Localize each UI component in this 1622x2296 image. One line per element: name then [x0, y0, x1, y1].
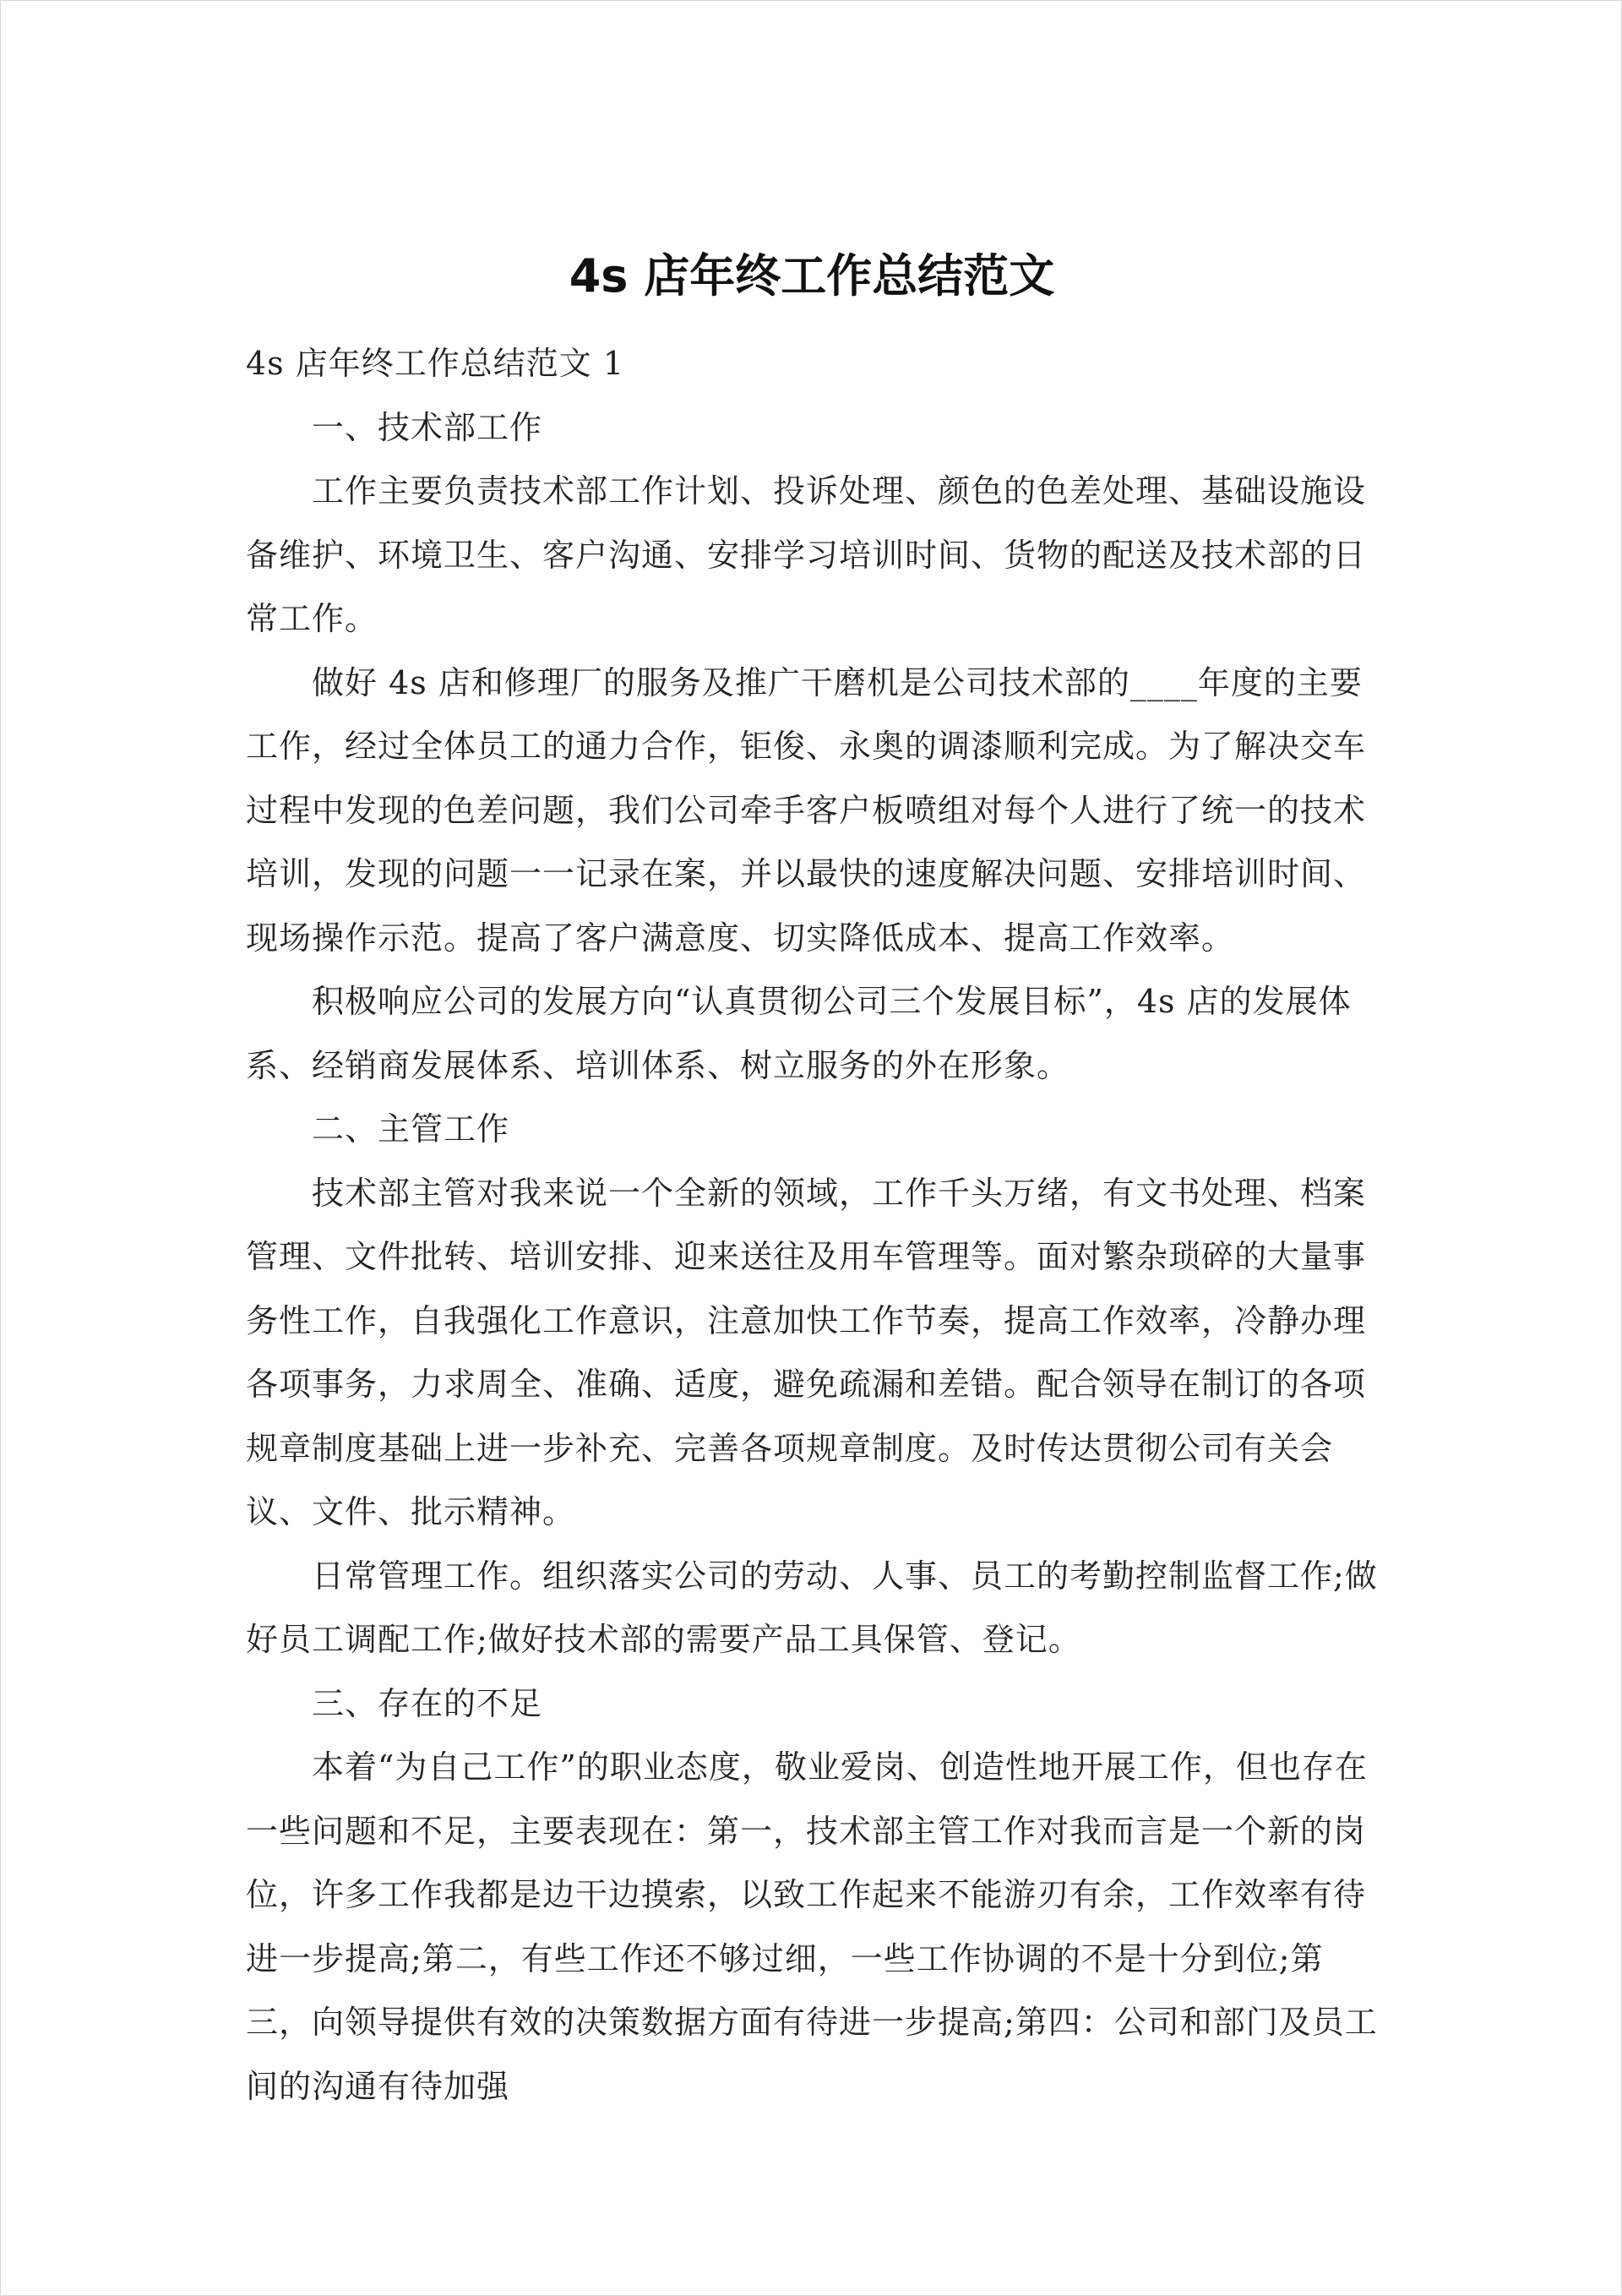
paragraph-tech-dept-duties: 工作主要负责技术部工作计划、投诉处理、颜色的色差处理、基础设施设备维护、环境卫生、客户沟通、安排学习培训时间、货物的配送及技术部的日常工作。: [246, 472, 1367, 637]
document-body: [246, 332, 1378, 2119]
document-title: 4s 店年终工作总结范文: [569, 249, 1055, 303]
paragraph-development-direction: 积极响应公司的发展方向“认真贯彻公司三个发展目标”，4s 店的发展体系、经销商发展体系、培训体系、树立服务的外在形象。: [246, 983, 1352, 1084]
document-subtitle: 4s 店年终工作总结范文 1: [246, 345, 625, 382]
paragraph-supervisor-work: 技术部主管对我来说一个全新的领域，工作千头万绪，有文书处理、档案管理、文件批转、培训安排、迎来送往及用车管理等。面对繁杂琐碎的大量事务性工作，自我强化工作意识，注意加快工作节奏，提高工作效率，冷静办理各项事务，力求周全、准确、适度，避免疏漏和差错。配合领导在制订的各项规章制度基础上进一步补充、完善各项规章制度。及时传达贯彻公司有关会议、文件、批示精神。: [246, 1174, 1367, 1530]
section-heading-supervisor-work: 二、主管工作: [312, 1110, 510, 1148]
paragraph-tech-dept-annual-work: 做好 4s 店和修理厂的服务及推广干磨机是公司技术部的____年度的主要工作，经过全体员工的通力合作，钜俊、永奥的调漆顺利完成。为了解决交车过程中发现的色差问题，我们公司牵手客户板喷组对每个人进行了统一的技术培训，发现的问题一一记录在案，并以最快的速度解决问题、安排培训时间、现场操作示范。提高了客户满意度、切实降低成本、提高工作效率。: [246, 663, 1367, 957]
section-heading-tech-dept: 一、技术部工作: [312, 408, 543, 446]
paragraph-shortcomings: 本着“为自己工作”的职业态度，敬业爱岗、创造性地开展工作，但也存在一些问题和不足，主要表现在：第一，技术部主管工作对我而言是一个新的岗位，许多工作我都是边干边摸索，以致工作起来不能游刃有余，工作效率有待进一步提高;第二，有些工作还不够过细，一些工作协调的不是十分到位;第三，向领导提供有效的决策数据方面有待进一步提高;第四：公司和部门及员工间的沟通有待加强: [246, 1748, 1378, 2105]
paragraph-daily-management: 日常管理工作。组织落实公司的劳动、人事、员工的考勤控制监督工作;做好员工调配工作;做好技术部的需要产品工具保管、登记。: [246, 1557, 1378, 1658]
section-heading-shortcomings: 三、存在的不足: [312, 1684, 543, 1722]
